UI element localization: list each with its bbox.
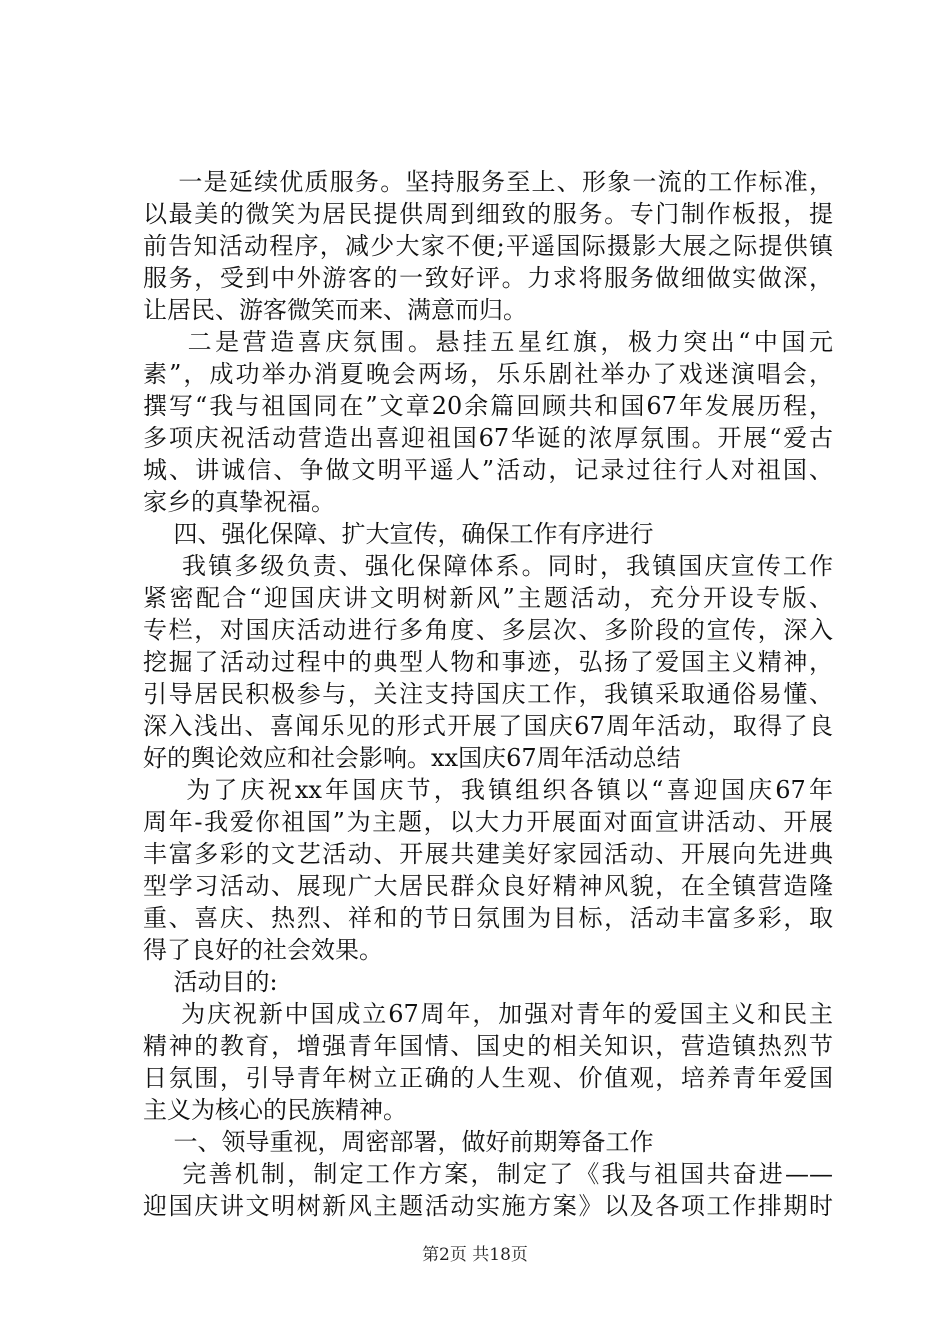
text-line: 让居民、游客微笑而来、满意而归。 xyxy=(143,296,527,324)
text-line: 挖掘了活动过程中的典型人物和事迹，弘扬了爱国主义精神， xyxy=(143,648,833,676)
text-line: 重、喜庆、热烈、祥和的节日氛围为目标，活动丰富多彩，取 xyxy=(143,904,833,932)
text-line: 家乡的真挚祝福。 xyxy=(143,488,335,516)
text-line: 完善机制，制定工作方案，制定了《我与祖国共奋进—— xyxy=(143,1160,833,1188)
text-line: 活动目的: xyxy=(143,968,278,996)
text-line: 一、领导重视，周密部署，做好前期筹备工作 xyxy=(143,1128,654,1156)
text-line: 引导居民积极参与，关注支持国庆工作，我镇采取通俗易懂、 xyxy=(143,680,833,708)
text-line: 得了良好的社会效果。 xyxy=(143,936,383,964)
text-line: 二是营造喜庆氛围。悬挂五星红旗，极力突出“中国元 xyxy=(143,328,833,356)
document-body xyxy=(143,166,833,1222)
text-line: 四、强化保障、扩大宣传，确保工作有序进行 xyxy=(143,520,654,548)
text-line: 我镇多级负责、强化保障体系。同时，我镇国庆宣传工作 xyxy=(143,552,833,580)
text-line: 主义为核心的民族精神。 xyxy=(143,1096,407,1124)
text-line: 多项庆祝活动营造出喜迎祖国67华诞的浓厚氛围。开展“爱古 xyxy=(143,424,833,452)
text-line: 城、讲诚信、争做文明平遥人”活动，记录过往行人对祖国、 xyxy=(143,456,833,484)
text-line: 以最美的微笑为居民提供周到细致的服务。专门制作板报，提 xyxy=(143,200,833,228)
text-line: 迎国庆讲文明树新风主题活动实施方案》以及各项工作排期时 xyxy=(143,1192,833,1220)
text-line: 深入浅出、喜闻乐见的形式开展了国庆67周年活动，取得了良 xyxy=(143,712,833,740)
text-line: 周年-我爱你祖国”为主题，以大力开展面对面宣讲活动、开展 xyxy=(143,808,833,836)
text-line: 为了庆祝xx年国庆节，我镇组织各镇以“喜迎国庆67年 xyxy=(143,776,833,804)
text-line: 服务，受到中外游客的一致好评。力求将服务做细做实做深， xyxy=(143,264,833,292)
text-line: 撰写“我与祖国同在”文章20余篇回顾共和国67年发展历程， xyxy=(143,392,833,420)
text-line: 好的舆论效应和社会影响。xx国庆67周年活动总结 xyxy=(143,744,681,772)
text-line: 一是延续优质服务。坚持服务至上、形象一流的工作标准， xyxy=(143,168,833,196)
text-line: 型学习活动、展现广大居民群众良好精神风貌，在全镇营造隆 xyxy=(143,872,833,900)
text-line: 丰富多彩的文艺活动、开展共建美好家园活动、开展向先进典 xyxy=(143,840,833,868)
text-line: 素”，成功举办消夏晚会两场，乐乐剧社举办了戏迷演唱会， xyxy=(143,360,833,388)
text-line: 为庆祝新中国成立67周年，加强对青年的爱国主义和民主 xyxy=(143,1000,833,1028)
text-line: 日氛围，引导青年树立正确的人生观、价值观，培养青年爱国 xyxy=(143,1064,833,1092)
text-line: 精神的教育，增强青年国情、国史的相关知识，营造镇热烈节 xyxy=(143,1032,833,1060)
text-line: 紧密配合“迎国庆讲文明树新风”主题活动，充分开设专版、 xyxy=(143,584,833,612)
text-line: 专栏，对国庆活动进行多角度、多层次、多阶段的宣传，深入 xyxy=(143,616,833,644)
page-number-footer: 第2页 共18页 xyxy=(422,1245,528,1265)
text-line: 前告知活动程序，减少大家不便;平遥国际摄影大展之际提供镇 xyxy=(143,232,833,260)
